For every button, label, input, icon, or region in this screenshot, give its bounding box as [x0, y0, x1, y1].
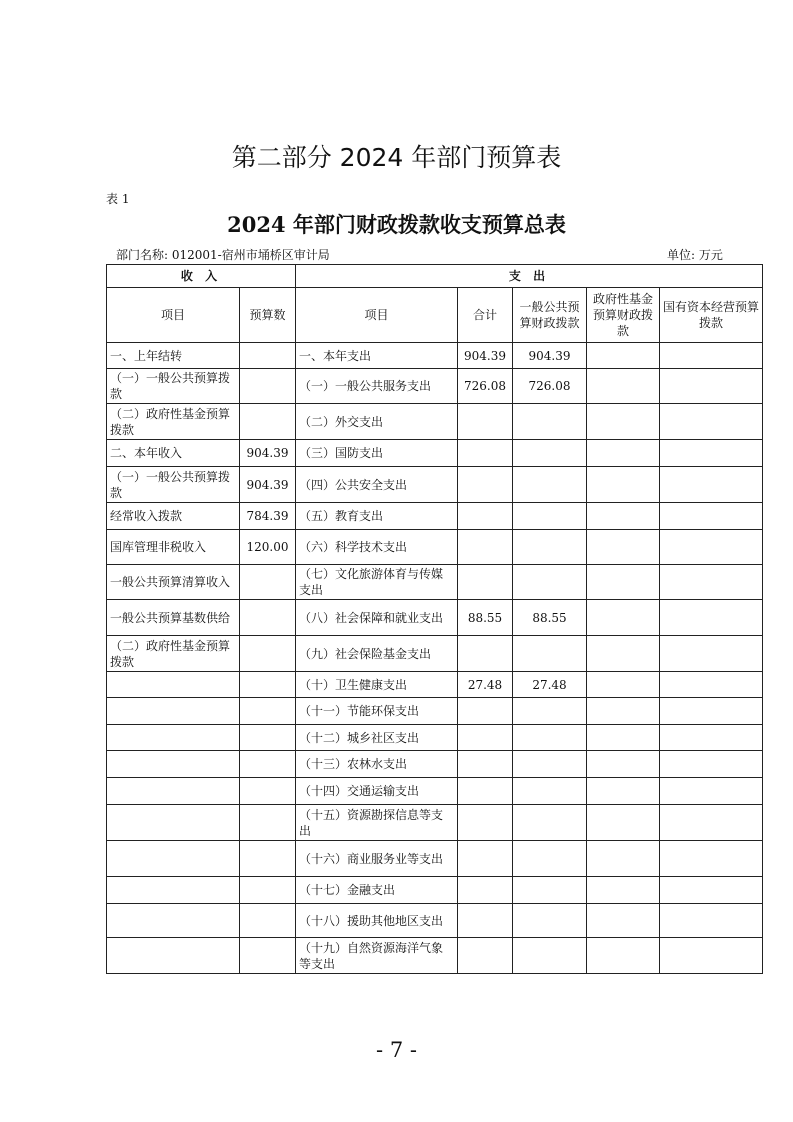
expense-item: （十六）商业服务业等支出 — [296, 841, 458, 877]
budget-table — [106, 264, 763, 974]
table-row — [107, 672, 763, 698]
state-capital-amount — [660, 841, 763, 877]
fund-budget-amount — [587, 904, 660, 938]
state-capital-amount — [660, 904, 763, 938]
total-amount — [458, 698, 513, 725]
income-item: 经常收入拨款 — [107, 503, 240, 530]
table-row — [107, 938, 763, 974]
income-header: 收 入 — [107, 265, 296, 288]
table-row — [107, 805, 763, 841]
income-amount — [240, 841, 296, 877]
fund-budget-amount — [587, 841, 660, 877]
table-row — [107, 503, 763, 530]
income-item: 一般公共预算清算收入 — [107, 565, 240, 600]
table-row — [107, 725, 763, 751]
fund-budget-amount — [587, 778, 660, 805]
state-capital-amount — [660, 805, 763, 841]
general-budget-amount: 904.39 — [513, 343, 587, 369]
state-capital-amount — [660, 369, 763, 404]
total-amount — [458, 904, 513, 938]
table-row — [107, 440, 763, 467]
general-budget-amount — [513, 841, 587, 877]
fund-budget-amount — [587, 672, 660, 698]
income-amount — [240, 725, 296, 751]
income-item: 一般公共预算基数供给 — [107, 600, 240, 636]
expense-item: （十五）资源勘探信息等支出 — [296, 805, 458, 841]
income-item: 国库管理非税收入 — [107, 530, 240, 565]
state-capital-amount — [660, 672, 763, 698]
page-number: - 7 - — [376, 1038, 417, 1062]
general-budget-amount — [513, 440, 587, 467]
total-amount — [458, 467, 513, 503]
expense-item: （三）国防支出 — [296, 440, 458, 467]
total-amount — [458, 841, 513, 877]
fund-budget-amount — [587, 698, 660, 725]
expense-item: （七）文化旅游体育与传媒支出 — [296, 565, 458, 600]
expense-item: （十八）援助其他地区支出 — [296, 904, 458, 938]
table-row — [107, 343, 763, 369]
state-capital-amount — [660, 938, 763, 974]
expense-item: （十九）自然资源海洋气象等支出 — [296, 938, 458, 974]
table-row — [107, 841, 763, 877]
table-row — [107, 467, 763, 503]
state-capital-amount — [660, 636, 763, 672]
general-budget-amount — [513, 751, 587, 778]
state-capital-amount — [660, 600, 763, 636]
general-budget-amount — [513, 904, 587, 938]
income-item: （一）一般公共预算拨款 — [107, 467, 240, 503]
general-budget-amount — [513, 938, 587, 974]
income-amount — [240, 751, 296, 778]
total-amount: 88.55 — [458, 600, 513, 636]
col-total: 合计 — [458, 288, 513, 343]
income-item — [107, 751, 240, 778]
total-amount: 726.08 — [458, 369, 513, 404]
expense-item: （八）社会保障和就业支出 — [296, 600, 458, 636]
fund-budget-amount — [587, 805, 660, 841]
expense-item: （六）科学技术支出 — [296, 530, 458, 565]
table-row — [107, 751, 763, 778]
general-budget-amount — [513, 467, 587, 503]
total-amount — [458, 440, 513, 467]
state-capital-amount — [660, 877, 763, 904]
state-capital-amount — [660, 343, 763, 369]
table-row — [107, 404, 763, 440]
table-row — [107, 565, 763, 600]
state-capital-amount — [660, 778, 763, 805]
income-item — [107, 672, 240, 698]
income-amount — [240, 343, 296, 369]
total-amount — [458, 636, 513, 672]
general-budget-amount — [513, 530, 587, 565]
col-income-item: 项目 — [107, 288, 240, 343]
table-row — [107, 877, 763, 904]
state-capital-amount — [660, 725, 763, 751]
total-amount — [458, 778, 513, 805]
department-label: 部门名称: 012001-宿州市埇桥区审计局 — [116, 248, 330, 262]
general-budget-amount: 88.55 — [513, 600, 587, 636]
table-row — [107, 600, 763, 636]
total-amount — [458, 565, 513, 600]
table-title: 2024 年部门财政拨款收支预算总表 — [227, 212, 566, 237]
state-capital-amount — [660, 440, 763, 467]
expense-item: （十）卫生健康支出 — [296, 672, 458, 698]
fund-budget-amount — [587, 877, 660, 904]
table-row — [107, 778, 763, 805]
expense-item: （五）教育支出 — [296, 503, 458, 530]
expense-item: 一、本年支出 — [296, 343, 458, 369]
state-capital-amount — [660, 404, 763, 440]
general-budget-amount — [513, 503, 587, 530]
expense-item: （四）公共安全支出 — [296, 467, 458, 503]
expense-item: （十三）农林水支出 — [296, 751, 458, 778]
income-amount — [240, 904, 296, 938]
income-item — [107, 938, 240, 974]
total-amount — [458, 938, 513, 974]
section-title: 第二部分 2024 年部门预算表 — [231, 143, 562, 172]
total-amount — [458, 751, 513, 778]
state-capital-amount — [660, 698, 763, 725]
income-amount: 784.39 — [240, 503, 296, 530]
total-amount: 904.39 — [458, 343, 513, 369]
income-amount — [240, 877, 296, 904]
income-amount — [240, 938, 296, 974]
general-budget-amount — [513, 565, 587, 600]
income-item: （一）一般公共预算拨款 — [107, 369, 240, 404]
general-budget-amount — [513, 698, 587, 725]
total-amount — [458, 877, 513, 904]
general-budget-amount — [513, 877, 587, 904]
fund-budget-amount — [587, 600, 660, 636]
income-item: （二）政府性基金预算拨款 — [107, 636, 240, 672]
income-item — [107, 778, 240, 805]
income-item — [107, 805, 240, 841]
state-capital-amount — [660, 467, 763, 503]
state-capital-amount — [660, 503, 763, 530]
income-amount — [240, 404, 296, 440]
fund-budget-amount — [587, 530, 660, 565]
fund-budget-amount — [587, 725, 660, 751]
expense-item: （九）社会保险基金支出 — [296, 636, 458, 672]
table-row — [107, 904, 763, 938]
fund-budget-amount — [587, 343, 660, 369]
fund-budget-amount — [587, 467, 660, 503]
col-fund-budget: 政府性基金预算财政拨款 — [587, 288, 660, 343]
col-income-amount: 预算数 — [240, 288, 296, 343]
fund-budget-amount — [587, 636, 660, 672]
state-capital-amount — [660, 530, 763, 565]
general-budget-amount — [513, 404, 587, 440]
income-amount — [240, 636, 296, 672]
income-item — [107, 877, 240, 904]
income-amount — [240, 565, 296, 600]
income-item — [107, 698, 240, 725]
unit-label: 单位: 万元 — [667, 248, 723, 262]
income-amount — [240, 805, 296, 841]
income-amount — [240, 672, 296, 698]
income-amount — [240, 698, 296, 725]
general-budget-amount — [513, 636, 587, 672]
total-amount — [458, 503, 513, 530]
general-budget-amount: 27.48 — [513, 672, 587, 698]
total-amount — [458, 530, 513, 565]
general-budget-amount — [513, 778, 587, 805]
state-capital-amount — [660, 565, 763, 600]
income-item — [107, 904, 240, 938]
expense-item: （一）一般公共服务支出 — [296, 369, 458, 404]
general-budget-amount — [513, 725, 587, 751]
income-item: 二、本年收入 — [107, 440, 240, 467]
income-amount — [240, 600, 296, 636]
fund-budget-amount — [587, 440, 660, 467]
expense-item: （十七）金融支出 — [296, 877, 458, 904]
income-amount: 904.39 — [240, 467, 296, 503]
table-row — [107, 530, 763, 565]
general-budget-amount — [513, 805, 587, 841]
income-amount: 904.39 — [240, 440, 296, 467]
total-amount: 27.48 — [458, 672, 513, 698]
total-amount — [458, 805, 513, 841]
total-amount — [458, 404, 513, 440]
col-general-budget: 一般公共预算财政拨款 — [513, 288, 587, 343]
fund-budget-amount — [587, 503, 660, 530]
expense-item: （二）外交支出 — [296, 404, 458, 440]
income-amount — [240, 778, 296, 805]
fund-budget-amount — [587, 751, 660, 778]
fund-budget-amount — [587, 404, 660, 440]
income-amount — [240, 369, 296, 404]
income-amount: 120.00 — [240, 530, 296, 565]
expense-item: （十二）城乡社区支出 — [296, 725, 458, 751]
income-item: 一、上年结转 — [107, 343, 240, 369]
table-row — [107, 636, 763, 672]
total-amount — [458, 725, 513, 751]
expense-header: 支 出 — [296, 265, 763, 288]
table-number: 表 1 — [106, 192, 130, 206]
general-budget-amount: 726.08 — [513, 369, 587, 404]
col-expense-item: 项目 — [296, 288, 458, 343]
fund-budget-amount — [587, 369, 660, 404]
fund-budget-amount — [587, 565, 660, 600]
fund-budget-amount — [587, 938, 660, 974]
expense-item: （十四）交通运输支出 — [296, 778, 458, 805]
col-state-capital-budget: 国有资本经营预算拨款 — [660, 288, 763, 343]
income-item — [107, 725, 240, 751]
table-row — [107, 369, 763, 404]
table-row — [107, 698, 763, 725]
state-capital-amount — [660, 751, 763, 778]
expense-item: （十一）节能环保支出 — [296, 698, 458, 725]
income-item — [107, 841, 240, 877]
income-item: （二）政府性基金预算拨款 — [107, 404, 240, 440]
